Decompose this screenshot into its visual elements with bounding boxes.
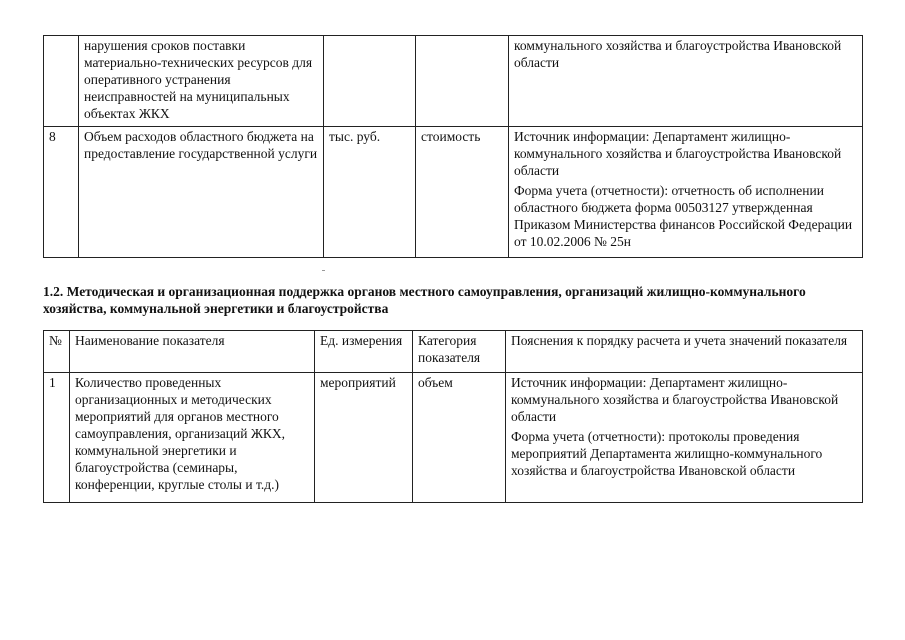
table-row <box>44 127 863 258</box>
indicator-name-cell: нарушения сроков поставки материально-технических ресурсов для оперативного устранения неисправностей на муниципальных объектах ЖКХ <box>79 36 324 127</box>
header-name: Наименование показателя <box>70 331 315 373</box>
header-num: № <box>44 331 70 373</box>
category-cell <box>416 36 509 127</box>
notes-cell <box>509 127 863 258</box>
notes-cell <box>509 36 863 127</box>
notes-form-paragraph: Форма учета (отчетности): отчетность об исполнении областного бюджета форма 00503127 утвержденная Приказом Министерства финансов Российской Федерации от 10.02.2006 № 25н <box>514 183 853 249</box>
indicator-table-continued <box>43 35 863 258</box>
header-unit: Ед. измерения <box>315 331 413 373</box>
notes-source-paragraph: Источник информации: Департамент жилищно-коммунального хозяйства и благоустройства Ивановской области <box>514 129 842 178</box>
table-row <box>44 373 863 503</box>
category-cell: стоимость <box>416 127 509 258</box>
row-number-cell: 1 <box>44 373 70 503</box>
notes-cell <box>506 373 863 503</box>
row-number-cell: 8 <box>44 127 79 258</box>
table-row <box>44 36 863 127</box>
unit-cell <box>324 36 416 127</box>
indicator-table <box>43 330 863 503</box>
notes-form-paragraph: Форма учета (отчетности): протоколы проведения мероприятий Департамента жилищно-коммунального хозяйства и благоустройства Ивановской области <box>511 429 823 478</box>
category-cell: объем <box>413 373 506 503</box>
section-heading: 1.2. Методическая и организационная поддержка органов местного самоуправления, организаций жилищно-коммунального хозяйства, коммунальной энергетики и благоустройства <box>43 284 806 316</box>
table-header-row <box>44 331 863 373</box>
scan-mark <box>322 270 325 271</box>
indicator-name-cell: Количество проведенных организационных и методических мероприятий для органов местного самоуправления, организаций ЖКХ, коммунальной энергетики и благоустройства (семинары, конференции, круглые столы и т.д.) <box>70 373 315 503</box>
header-category: Категория показателя <box>413 331 506 373</box>
header-notes: Пояснения к порядку расчета и учета значений показателя <box>506 331 863 373</box>
unit-cell: мероприятий <box>315 373 413 503</box>
notes-paragraph: коммунального хозяйства и благоустройства Ивановской области <box>514 38 842 70</box>
indicator-name-cell: Объем расходов областного бюджета на предоставление государственной услуги <box>79 127 324 258</box>
unit-cell: тыс. руб. <box>324 127 416 258</box>
notes-source-paragraph: Источник информации: Департамент жилищно-коммунального хозяйства и благоустройства Ивановской области <box>511 375 839 424</box>
row-number-cell <box>44 36 79 127</box>
